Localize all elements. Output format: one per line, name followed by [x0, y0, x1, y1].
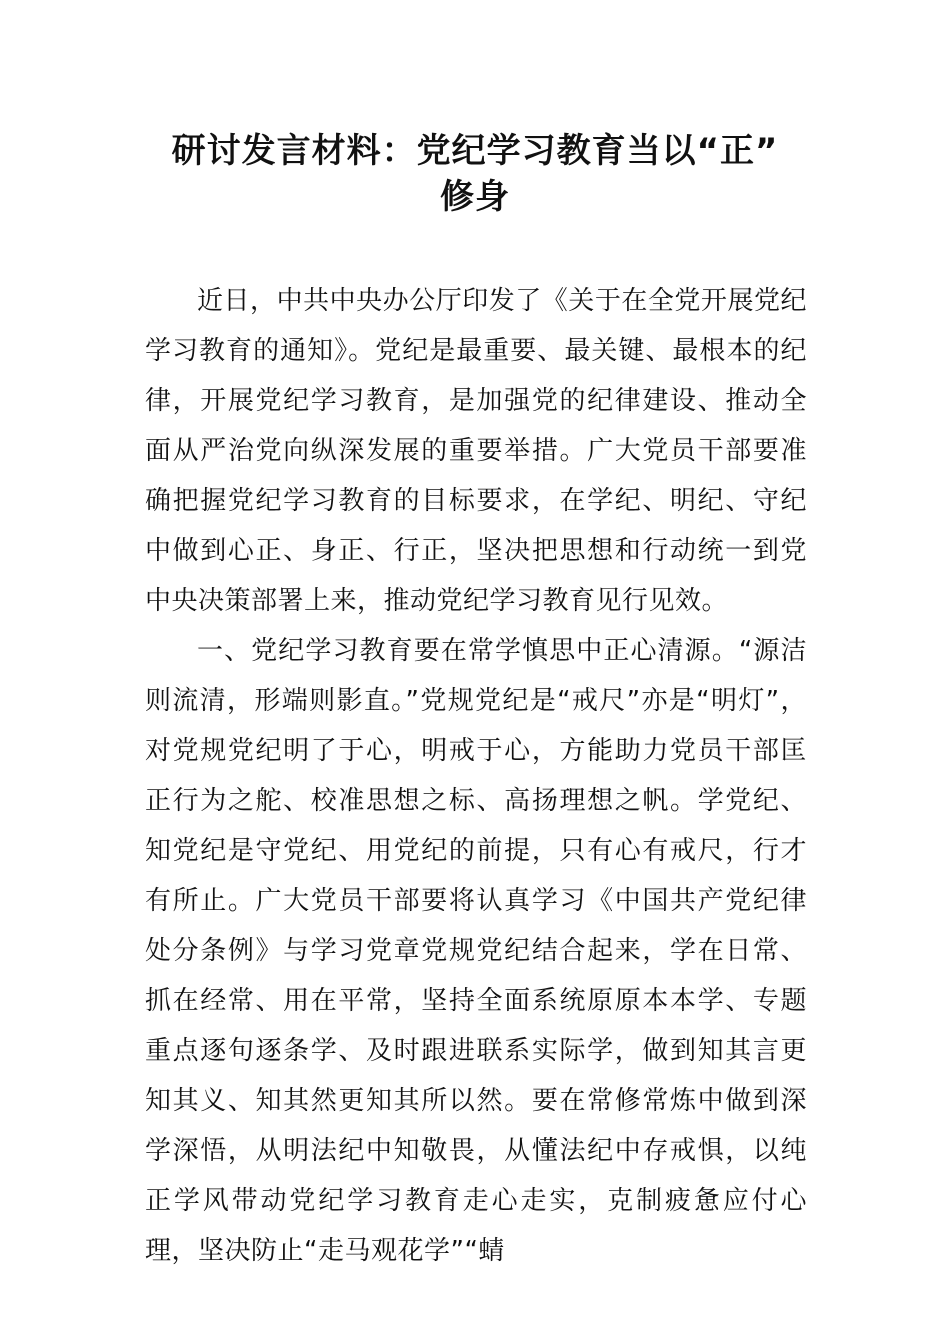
paragraph-section-one: 一、党纪学习教育要在常学慎思中正心清源。“源洁则流清，形端则影直。”党规党纪是“戒尺”亦是“明灯”，对党规党纪明了于心，明戒于心，方能助力党员干部匡正行为之舵、校准思想之标、高扬理想之帆。学党纪、知党纪是守党纪、用党纪的前提，只有心有戒尺，行才有所止。广大党员干部要将认真学习《中国共产党纪律处分条例》与学习党章党规党纪结合起来，学在日常、抓在经常、用在平常，坚持全面系统原原本本学、专题重点逐句逐条学、及时跟进联系实际学，做到知其言更知其义、知其然更知其所以然。要在常修常炼中做到深学深悟，从明法纪中知敬畏，从懂法纪中存戒惧，以纯正学风带动党纪学习教育走心走实，克制疲惫应付心理，坚决防止“走马观花学”“蜻	[145, 636, 807, 1266]
document-body	[145, 276, 807, 1276]
document-title	[120, 128, 830, 220]
title-line-2: 修身	[440, 177, 510, 217]
title-line-1: 研讨发言材料：党纪学习教育当以“正”	[171, 131, 779, 171]
paragraph-intro: 近日，中共中央办公厅印发了《关于在全党开展党纪学习教育的通知》。党纪是最重要、最关键、最根本的纪律，开展党纪学习教育，是加强党的纪律建设、推动全面从严治党向纵深发展的重要举措。广大党员干部要准确把握党纪学习教育的目标要求，在学纪、明纪、守纪中做到心正、身正、行正，坚决把思想和行动统一到党中央决策部署上来，推动党纪学习教育见行见效。	[145, 286, 807, 616]
